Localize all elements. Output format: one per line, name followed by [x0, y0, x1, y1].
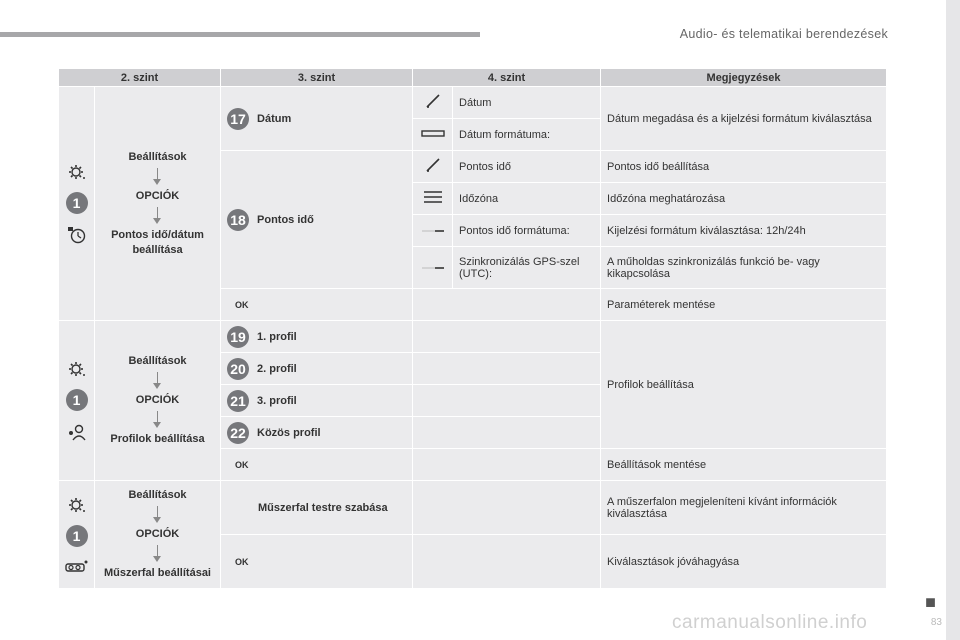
level3-cell	[221, 417, 413, 449]
step-badge: 1	[66, 192, 88, 214]
level3-label: 2. profil	[257, 362, 297, 375]
arrow-down-icon	[152, 411, 163, 429]
level2-text: Beállítások	[128, 355, 187, 367]
list-icon	[423, 190, 443, 204]
level3-cell	[221, 481, 413, 535]
level4-icon-cell	[413, 183, 453, 215]
level3-label: Dátum	[257, 112, 292, 125]
step-badge: 1	[66, 389, 88, 411]
level4-icon-cell	[413, 87, 453, 119]
note-cell: Kiválasztások jóváhagyása	[601, 535, 887, 589]
arrow-down-icon	[152, 506, 163, 524]
note-cell: Paraméterek mentése	[601, 289, 887, 321]
step-badge: 22	[227, 422, 249, 444]
level2-cell	[95, 481, 221, 589]
level3-label: 3. profil	[257, 394, 297, 407]
note-cell: Pontos idő beállítása	[601, 151, 887, 183]
section-marker: ■	[925, 592, 936, 612]
level4-icon-cell	[413, 119, 453, 151]
gear-icon	[68, 497, 86, 513]
level4-cell	[413, 321, 601, 353]
level4-cell	[413, 353, 601, 385]
pencil-icon	[425, 93, 441, 109]
level4-cell: Dátum formátuma:	[453, 119, 601, 151]
watermark: carmanualsonline.info	[672, 612, 868, 633]
date-format-icon	[421, 130, 445, 138]
level4-cell	[413, 289, 601, 321]
level4-cell	[413, 481, 601, 535]
level3-cell	[221, 449, 413, 481]
level3-cell	[221, 151, 413, 289]
note-cell: Kijelzési formátum kiválasztása: 12h/24h	[601, 215, 887, 247]
table-header-row	[59, 69, 887, 87]
level2-text: Profilok beállítása	[110, 433, 205, 445]
page-number: 83	[930, 617, 942, 628]
table-row	[59, 321, 887, 353]
minus-icon	[421, 228, 445, 234]
header-level2: 2. szint	[59, 69, 221, 87]
page-edge-strip	[946, 0, 960, 640]
level2-cell	[95, 321, 221, 481]
header-notes: Megjegyzések	[601, 69, 887, 87]
level4-cell: Pontos idő	[453, 151, 601, 183]
arrow-down-icon	[152, 545, 163, 563]
level1-cell	[59, 321, 95, 481]
level4-cell: Dátum	[453, 87, 601, 119]
arrow-down-icon	[152, 168, 163, 186]
gear-icon	[68, 164, 86, 180]
level4-icon-cell	[413, 247, 453, 289]
level4-icon-cell	[413, 215, 453, 247]
clock-icon	[67, 226, 87, 244]
step-badge: 1	[66, 525, 88, 547]
level3-cell	[221, 353, 413, 385]
minus-icon	[421, 265, 445, 271]
level3-label: 1. profil	[257, 330, 297, 343]
note-cell: A műholdas szinkronizálás funkció be- vagy kikapcsolása	[601, 247, 887, 289]
level2-cell	[95, 87, 221, 321]
level4-cell: Pontos idő formátuma:	[453, 215, 601, 247]
table-row	[59, 481, 887, 535]
note-cell: Időzóna meghatározása	[601, 183, 887, 215]
settings-table	[58, 68, 887, 589]
note-cell: Dátum megadása és a kijelzési formátum kiválasztása	[601, 87, 887, 151]
arrow-down-icon	[152, 207, 163, 225]
step-badge: 21	[227, 390, 249, 412]
pencil-icon	[425, 157, 441, 173]
level3-cell	[221, 87, 413, 151]
level2-text: Beállítások	[128, 489, 187, 501]
level4-cell	[413, 535, 601, 589]
level4-cell	[413, 449, 601, 481]
ok-label: OK	[235, 459, 249, 470]
note-cell: A műszerfalon megjeleníteni kívánt információk kiválasztása	[601, 481, 887, 535]
level3-cell	[221, 321, 413, 353]
level3-cell	[221, 535, 413, 589]
level2-text: OPCIÓK	[135, 528, 180, 540]
table-row	[59, 87, 887, 119]
dashboard-icon	[65, 559, 89, 573]
step-badge: 18	[227, 209, 249, 231]
header-level3: 3. szint	[221, 69, 413, 87]
level3-label: Pontos idő	[257, 213, 314, 226]
level4-cell: Időzóna	[453, 183, 601, 215]
top-rule	[0, 32, 480, 37]
level4-cell	[413, 385, 601, 417]
page-header-title: Audio- és telematikai berendezések	[679, 27, 888, 41]
level3-label: Közös profil	[257, 426, 321, 439]
level3-label: Műszerfal testre szabása	[258, 501, 388, 514]
step-badge: 19	[227, 326, 249, 348]
step-badge: 20	[227, 358, 249, 380]
level2-text: Beállítások	[128, 150, 187, 163]
level3-cell	[221, 385, 413, 417]
ok-label: OK	[235, 556, 249, 567]
arrow-down-icon	[152, 372, 163, 390]
level4-cell: Szinkronizálás GPS-szel (UTC):	[453, 247, 601, 289]
level2-text: OPCIÓK	[135, 394, 180, 406]
note-cell: Beállítások mentése	[601, 449, 887, 481]
ok-label: OK	[235, 299, 249, 310]
header-level4: 4. szint	[413, 69, 601, 87]
level4-cell	[413, 417, 601, 449]
level2-text: OPCIÓK	[135, 189, 180, 202]
level1-cell	[59, 87, 95, 321]
step-badge: 17	[227, 108, 249, 130]
gear-icon	[68, 361, 86, 377]
level4-icon-cell	[413, 151, 453, 183]
level2-text: Műszerfal beállításai	[104, 567, 211, 579]
level1-cell	[59, 481, 95, 589]
user-icon	[67, 423, 87, 441]
note-cell: Profilok beállítása	[601, 321, 887, 449]
level2-text: Pontos idő/dátum beállítása	[111, 228, 204, 256]
level3-cell	[221, 289, 413, 321]
